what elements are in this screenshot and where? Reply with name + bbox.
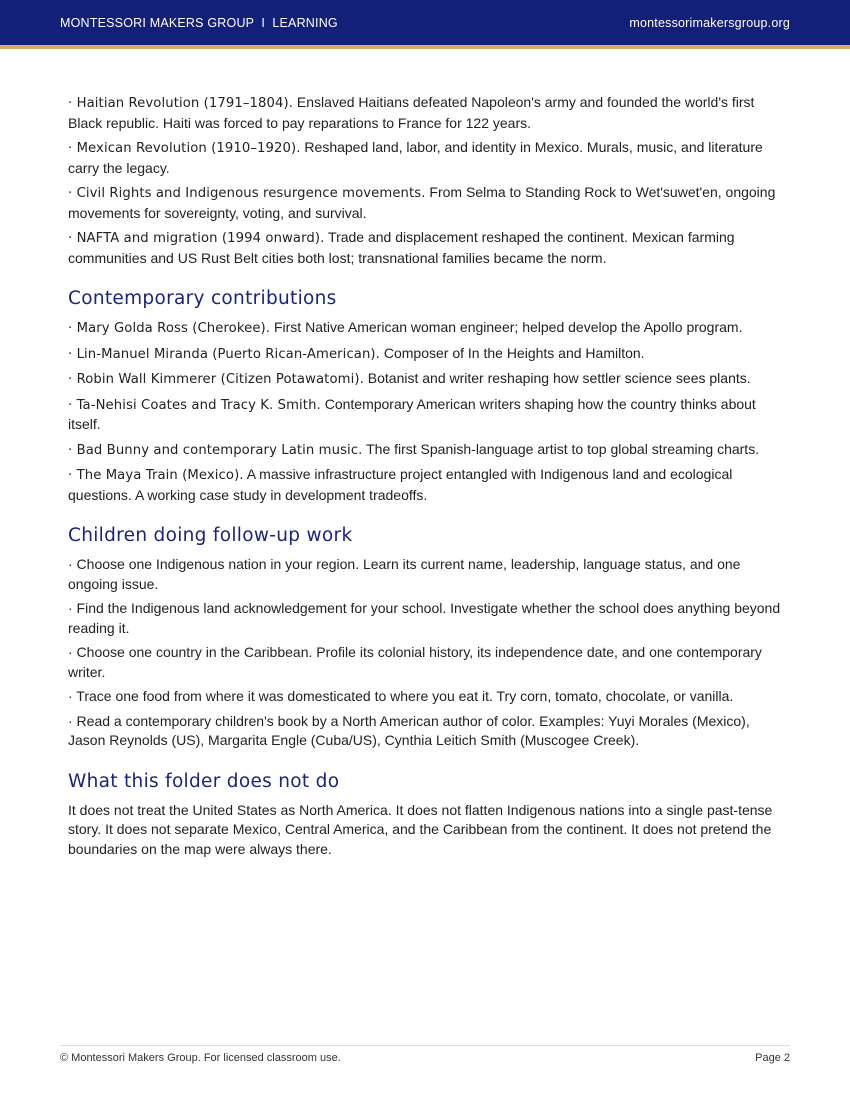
page-header <box>0 0 850 45</box>
list-item: · Ta-Nehisi Coates and Tracy K. Smith. Contemporary American writers shaping how the country thinks about itself. <box>68 395 756 432</box>
list-item: · Mary Golda Ross (Cherokee). First Native American woman engineer; helped develop the Apollo program. <box>68 319 743 336</box>
intro-bullet-list <box>68 93 788 268</box>
contemporary-bullet-list <box>68 318 788 505</box>
followup-bullet-list <box>68 555 788 751</box>
list-item: · Haitian Revolution (1791–1804). Enslaved Haitians defeated Napoleon's army and founded the world's first Black republic. Haiti was forced to pay reparations to France for 122 years. <box>68 94 755 131</box>
not-do-paragraph: It does not treat the United States as North America. It does not flatten Indigenous nations into a single past-tense story. It does not separate Mexico, Central America, and the Caribbean from the continent. It does not pretend the boundaries on the map were always there. <box>68 801 773 857</box>
list-item: · Choose one country in the Caribbean. Profile its colonial history, its independence date, and one contemporary writer. <box>68 644 762 680</box>
list-item: · Choose one Indigenous nation in your region. Learn its current name, leadership, language status, and one ongoing issue. <box>68 556 741 592</box>
list-item: · Trace one food from where it was domesticated to where you eat it. Try corn, tomato, chocolate, or vanilla. <box>68 688 734 704</box>
list-item: · Lin-Manuel Miranda (Puerto Rican-American). Composer of In the Heights and Hamilton. <box>68 344 645 362</box>
header-website: montessorimakersgroup.org <box>629 15 790 30</box>
page-footer <box>60 1052 790 1064</box>
list-item: · Civil Rights and Indigenous resurgence movements. From Selma to Standing Rock to Wet'suwet'en, ongoing movements for sovereignty, voting, and survival. <box>68 184 776 221</box>
footer-divider <box>60 1045 790 1046</box>
list-item: · Robin Wall Kimmerer (Citizen Potawatomi). Botanist and writer reshaping how settler science sees plants. <box>68 370 751 387</box>
section-heading-not-do: What this folder does not do <box>68 770 340 792</box>
page-number: Page 2 <box>755 1052 790 1064</box>
footer-copyright: © Montessori Makers Group. For licensed classroom use. <box>60 1052 341 1064</box>
header-title: MONTESSORI MAKERS GROUP I LEARNING <box>60 15 338 30</box>
section-heading-contemporary: Contemporary contributions <box>68 288 337 309</box>
list-item: · Bad Bunny and contemporary Latin music. The first Spanish-language artist to top global streaming charts. <box>68 440 760 458</box>
list-item: · Read a contemporary children's book by a North American author of color. Examples: Yuyi Morales (Mexico), Jason Reynolds (US), Margarita Engle (Cuba/US), Cynthia Leitich Smith (Muscogee Creek). <box>68 712 750 748</box>
list-item: · Mexican Revolution (1910–1920). Reshaped land, labor, and identity in Mexico. Murals, music, and literature carry the legacy. <box>68 139 763 176</box>
header-accent-rule <box>0 45 850 49</box>
document-body <box>68 93 788 859</box>
list-item: · The Maya Train (Mexico). A massive infrastructure project entangled with Indigenous land and ecological questions. A working case study in development tradeoffs. <box>68 466 733 503</box>
list-item: · Find the Indigenous land acknowledgement for your school. Investigate whether the school does anything beyond reading it. <box>68 600 781 636</box>
list-item: · NAFTA and migration (1994 onward). Trade and displacement reshaped the continent. Mexican farming communities and US Rust Belt cities both lost; transnational families became the norm. <box>68 229 735 266</box>
section-heading-followup: Children doing follow-up work <box>68 525 353 546</box>
